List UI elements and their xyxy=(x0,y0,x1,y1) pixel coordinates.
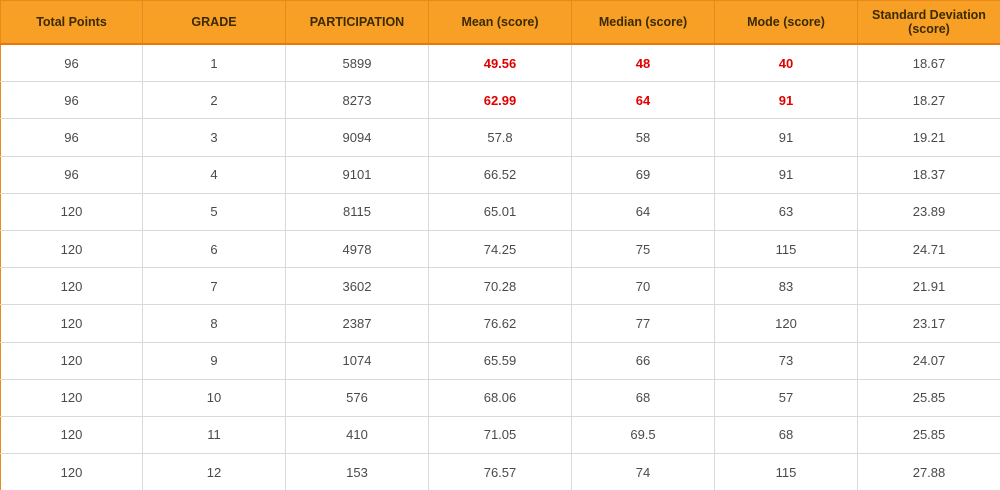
cell-grade: 5 xyxy=(143,193,286,230)
table-row xyxy=(1,193,1000,230)
cell-median: 75 xyxy=(572,230,715,267)
cell-standard-deviation: 24.71 xyxy=(858,230,1000,267)
table-row xyxy=(1,305,1000,342)
cell-standard-deviation: 25.85 xyxy=(858,379,1000,416)
cell-mean: 76.62 xyxy=(429,305,572,342)
table-body xyxy=(1,44,1000,490)
cell-participation: 9101 xyxy=(286,156,429,193)
cell-grade: 10 xyxy=(143,379,286,416)
table-row xyxy=(1,156,1000,193)
cell-participation: 5899 xyxy=(286,44,429,82)
cell-total-points: 96 xyxy=(1,44,143,82)
table-row xyxy=(1,230,1000,267)
cell-grade: 11 xyxy=(143,416,286,453)
cell-participation: 2387 xyxy=(286,305,429,342)
cell-mean: 65.01 xyxy=(429,193,572,230)
cell-standard-deviation: 18.27 xyxy=(858,82,1000,119)
table-row xyxy=(1,268,1000,305)
cell-standard-deviation: 19.21 xyxy=(858,119,1000,156)
cell-mean: 74.25 xyxy=(429,230,572,267)
cell-median: 64 xyxy=(572,82,715,119)
cell-grade: 6 xyxy=(143,230,286,267)
cell-mode: 91 xyxy=(715,82,858,119)
table-header xyxy=(1,1,1000,45)
cell-median: 58 xyxy=(572,119,715,156)
cell-participation: 8115 xyxy=(286,193,429,230)
cell-median: 64 xyxy=(572,193,715,230)
cell-mode: 63 xyxy=(715,193,858,230)
cell-mean: 70.28 xyxy=(429,268,572,305)
cell-grade: 1 xyxy=(143,44,286,82)
cell-participation: 1074 xyxy=(286,342,429,379)
cell-mean: 62.99 xyxy=(429,82,572,119)
cell-grade: 8 xyxy=(143,305,286,342)
cell-standard-deviation: 25.85 xyxy=(858,416,1000,453)
column-header-total-points: Total Points xyxy=(1,1,143,45)
table-row xyxy=(1,82,1000,119)
cell-median: 77 xyxy=(572,305,715,342)
cell-total-points: 120 xyxy=(1,268,143,305)
cell-mode: 120 xyxy=(715,305,858,342)
cell-median: 70 xyxy=(572,268,715,305)
cell-total-points: 120 xyxy=(1,379,143,416)
cell-mode: 68 xyxy=(715,416,858,453)
cell-grade: 2 xyxy=(143,82,286,119)
cell-standard-deviation: 18.37 xyxy=(858,156,1000,193)
column-header-grade: GRADE xyxy=(143,1,286,45)
cell-mode: 83 xyxy=(715,268,858,305)
cell-participation: 8273 xyxy=(286,82,429,119)
cell-mode: 40 xyxy=(715,44,858,82)
cell-mode: 73 xyxy=(715,342,858,379)
cell-median: 69.5 xyxy=(572,416,715,453)
cell-median: 48 xyxy=(572,44,715,82)
cell-participation: 4978 xyxy=(286,230,429,267)
cell-mode: 57 xyxy=(715,379,858,416)
column-header-standard-deviation: Standard Deviation (score) xyxy=(858,1,1000,45)
cell-participation: 410 xyxy=(286,416,429,453)
cell-median: 68 xyxy=(572,379,715,416)
cell-median: 66 xyxy=(572,342,715,379)
cell-total-points: 96 xyxy=(1,82,143,119)
table-row xyxy=(1,119,1000,156)
cell-mean: 57.8 xyxy=(429,119,572,156)
cell-participation: 9094 xyxy=(286,119,429,156)
cell-mean: 49.56 xyxy=(429,44,572,82)
cell-grade: 12 xyxy=(143,454,286,490)
table-row xyxy=(1,454,1000,490)
header-row xyxy=(1,1,1000,45)
cell-mean: 76.57 xyxy=(429,454,572,490)
cell-median: 69 xyxy=(572,156,715,193)
cell-standard-deviation: 27.88 xyxy=(858,454,1000,490)
cell-total-points: 96 xyxy=(1,119,143,156)
table-row xyxy=(1,379,1000,416)
cell-grade: 3 xyxy=(143,119,286,156)
cell-standard-deviation: 23.17 xyxy=(858,305,1000,342)
cell-total-points: 120 xyxy=(1,193,143,230)
cell-standard-deviation: 18.67 xyxy=(858,44,1000,82)
cell-participation: 153 xyxy=(286,454,429,490)
cell-mode: 91 xyxy=(715,156,858,193)
cell-mode: 115 xyxy=(715,454,858,490)
cell-standard-deviation: 24.07 xyxy=(858,342,1000,379)
cell-grade: 9 xyxy=(143,342,286,379)
table-row xyxy=(1,342,1000,379)
column-header-mean: Mean (score) xyxy=(429,1,572,45)
cell-mode: 91 xyxy=(715,119,858,156)
cell-mean: 71.05 xyxy=(429,416,572,453)
cell-total-points: 120 xyxy=(1,230,143,267)
cell-total-points: 120 xyxy=(1,416,143,453)
cell-mode: 115 xyxy=(715,230,858,267)
table-row xyxy=(1,416,1000,453)
cell-total-points: 120 xyxy=(1,454,143,490)
cell-total-points: 120 xyxy=(1,342,143,379)
cell-participation: 576 xyxy=(286,379,429,416)
cell-median: 74 xyxy=(572,454,715,490)
cell-mean: 66.52 xyxy=(429,156,572,193)
cell-total-points: 96 xyxy=(1,156,143,193)
column-header-mode: Mode (score) xyxy=(715,1,858,45)
column-header-median: Median (score) xyxy=(572,1,715,45)
cell-grade: 4 xyxy=(143,156,286,193)
cell-standard-deviation: 23.89 xyxy=(858,193,1000,230)
cell-mean: 68.06 xyxy=(429,379,572,416)
cell-participation: 3602 xyxy=(286,268,429,305)
table-row xyxy=(1,44,1000,82)
cell-mean: 65.59 xyxy=(429,342,572,379)
cell-total-points: 120 xyxy=(1,305,143,342)
cell-grade: 7 xyxy=(143,268,286,305)
cell-standard-deviation: 21.91 xyxy=(858,268,1000,305)
column-header-participation: PARTICIPATION xyxy=(286,1,429,45)
